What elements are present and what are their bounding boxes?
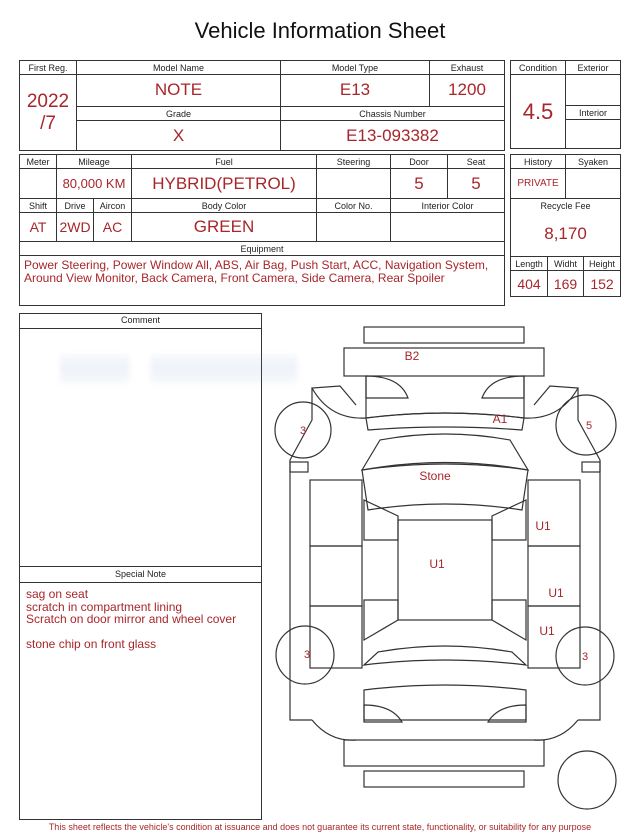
mark-wheel-right-rear: 3: [581, 651, 589, 663]
height-value: 152: [584, 271, 621, 297]
aircon-label: Aircon: [94, 199, 132, 213]
mark-wheel-right-front: 5: [585, 420, 593, 432]
interior-value: [566, 120, 621, 149]
special-note-line: [26, 626, 255, 638]
grade-value: X: [77, 121, 281, 151]
comment-panel: [19, 313, 262, 820]
rear-lamp-left: [366, 376, 408, 398]
aircon-value: AC: [94, 213, 132, 242]
left-side-outer: [290, 388, 312, 720]
body-outline-right: [524, 386, 578, 418]
condition-value: 4.5: [511, 75, 566, 149]
sheet-title: Vehicle Information Sheet: [194, 18, 446, 43]
mark-windshield: Stone: [419, 469, 451, 483]
body-color-label: Body Color: [132, 199, 317, 213]
model-name-label: Model Name: [77, 61, 281, 75]
steering-value: [317, 169, 391, 199]
comment-label: Comment: [20, 314, 261, 329]
mark-right-front-door: U1: [535, 519, 551, 533]
interior-label: Interior: [566, 106, 621, 120]
seat-label: Seat: [448, 155, 505, 169]
rear-lamp-right: [482, 376, 524, 398]
interior-color-label: Interior Color: [391, 199, 505, 213]
mark-wheel-left-rear: 3: [303, 649, 311, 661]
condition-label: Condition: [511, 61, 566, 75]
first-reg-label: First Reg.: [20, 61, 77, 75]
syaken-value: [566, 169, 621, 199]
special-note-label: Special Note: [20, 566, 261, 583]
equipment-line-2: Around View Monitor, Back Camera, Front Camera, Side Camera, Rear Spoiler: [24, 271, 445, 285]
door-label: Door: [391, 155, 448, 169]
equipment-line-1: Power Steering, Power Window All, ABS, Air Bag, Push Start, ACC, Navigation System,: [24, 258, 489, 272]
comment-blur-1: [60, 354, 130, 384]
rear-window-shape: [362, 434, 528, 470]
interior-color-value: [391, 213, 505, 242]
special-note-line: Scratch on door mirror and wheel cover: [26, 612, 237, 626]
steering-label: Steering: [317, 155, 391, 169]
disclaimer-footer: This sheet reflects the vehicle's condition at issuance and does not guarantee its current state, functionality, or suitability for any purpose: [48, 822, 592, 832]
height-label: Height: [584, 257, 621, 271]
rear-bumper-panel: [344, 348, 544, 376]
fuel-label: Fuel: [132, 155, 317, 169]
vehicle-basic-table: [19, 60, 505, 151]
first-reg-year: 2022: [26, 90, 70, 112]
fuel-value: HYBRID(PETROL): [132, 169, 317, 199]
mark-rear-glass: A1: [492, 412, 508, 426]
left-rear-window: [364, 500, 398, 540]
mark-wheel-left-front: 3: [299, 425, 307, 437]
first-reg-value: [20, 75, 77, 151]
drive-label: Drive: [57, 199, 94, 213]
right-front-window: [492, 600, 526, 640]
special-note-line: stone chip on front glass: [26, 636, 157, 651]
model-type-value: E13: [281, 75, 430, 107]
exhaust-value: 1200: [430, 75, 505, 107]
seat-value: 5: [448, 169, 505, 199]
special-note-line: sag on seat: [26, 587, 89, 601]
rear-bar-top: [364, 327, 524, 343]
syaken-label: Syaken: [566, 155, 621, 169]
shift-label: Shift: [20, 199, 57, 213]
front-fender-left: [312, 720, 356, 740]
mark-rear-bumper: B2: [404, 349, 420, 363]
windshield: [364, 646, 526, 665]
meter-value: [20, 169, 57, 199]
mark-roof: U1: [429, 557, 445, 571]
body-outline-left: [312, 386, 366, 418]
equipment-label: Equipment: [20, 242, 505, 256]
comment-body: [20, 329, 261, 566]
left-front-window: [364, 600, 398, 640]
history-table: [510, 154, 621, 297]
front-fender-right: [534, 720, 578, 740]
mileage-value: 80,000 KM: [57, 169, 132, 199]
right-side-outer: [578, 388, 600, 720]
width-value: 169: [548, 271, 584, 297]
condition-table: [510, 60, 621, 149]
length-label: Length: [511, 257, 548, 271]
model-type-label: Model Type: [281, 61, 430, 75]
front-bumper-panel: [344, 740, 544, 766]
recycle-fee-value: 8,170: [511, 212, 621, 257]
mark-right-rear-door: U1: [548, 586, 564, 600]
first-reg-month: /7: [40, 112, 56, 134]
vehicle-spec-table: [19, 154, 505, 306]
recycle-fee-label: Recycle Fee: [511, 199, 621, 213]
meter-label: Meter: [20, 155, 57, 169]
right-rear-window: [492, 500, 526, 540]
chassis-number-value: E13-093382: [281, 121, 505, 151]
hood: [364, 685, 526, 720]
left-front-door: [310, 606, 362, 668]
special-note-body: [20, 583, 261, 655]
chassis-number-label: Chassis Number: [281, 106, 505, 120]
mileage-label: Mileage: [57, 155, 132, 169]
left-rear-fender: [310, 480, 362, 546]
mark-right-rear-fender: U1: [539, 624, 555, 638]
car-damage-diagram: [262, 318, 632, 820]
right-rear-fender: [528, 480, 580, 546]
front-bar-bottom: [364, 771, 524, 787]
length-value: 404: [511, 271, 548, 297]
grade-label: Grade: [77, 106, 281, 120]
body-color-value: GREEN: [132, 213, 317, 242]
history-value: PRIVATE: [511, 169, 566, 199]
exhaust-label: Exhaust: [430, 61, 505, 75]
shift-value: AT: [20, 213, 57, 242]
history-label: History: [511, 155, 566, 169]
equipment-value: [20, 256, 505, 306]
color-no-label: Color No.: [317, 199, 391, 213]
left-mirror-bar: [290, 462, 308, 472]
drive-value: 2WD: [57, 213, 94, 242]
right-mirror-bar: [582, 462, 600, 472]
color-no-value: [317, 213, 391, 242]
width-label: Widht: [548, 257, 584, 271]
exterior-value: [566, 75, 621, 106]
model-name-value: NOTE: [77, 75, 281, 107]
door-value: 5: [391, 169, 448, 199]
roof-panel: [398, 520, 492, 620]
left-rear-door: [310, 546, 362, 606]
special-note-line: scratch in compartment lining: [26, 599, 183, 614]
spare-wheel-circle: [558, 751, 616, 809]
exterior-label: Exterior: [566, 61, 621, 75]
